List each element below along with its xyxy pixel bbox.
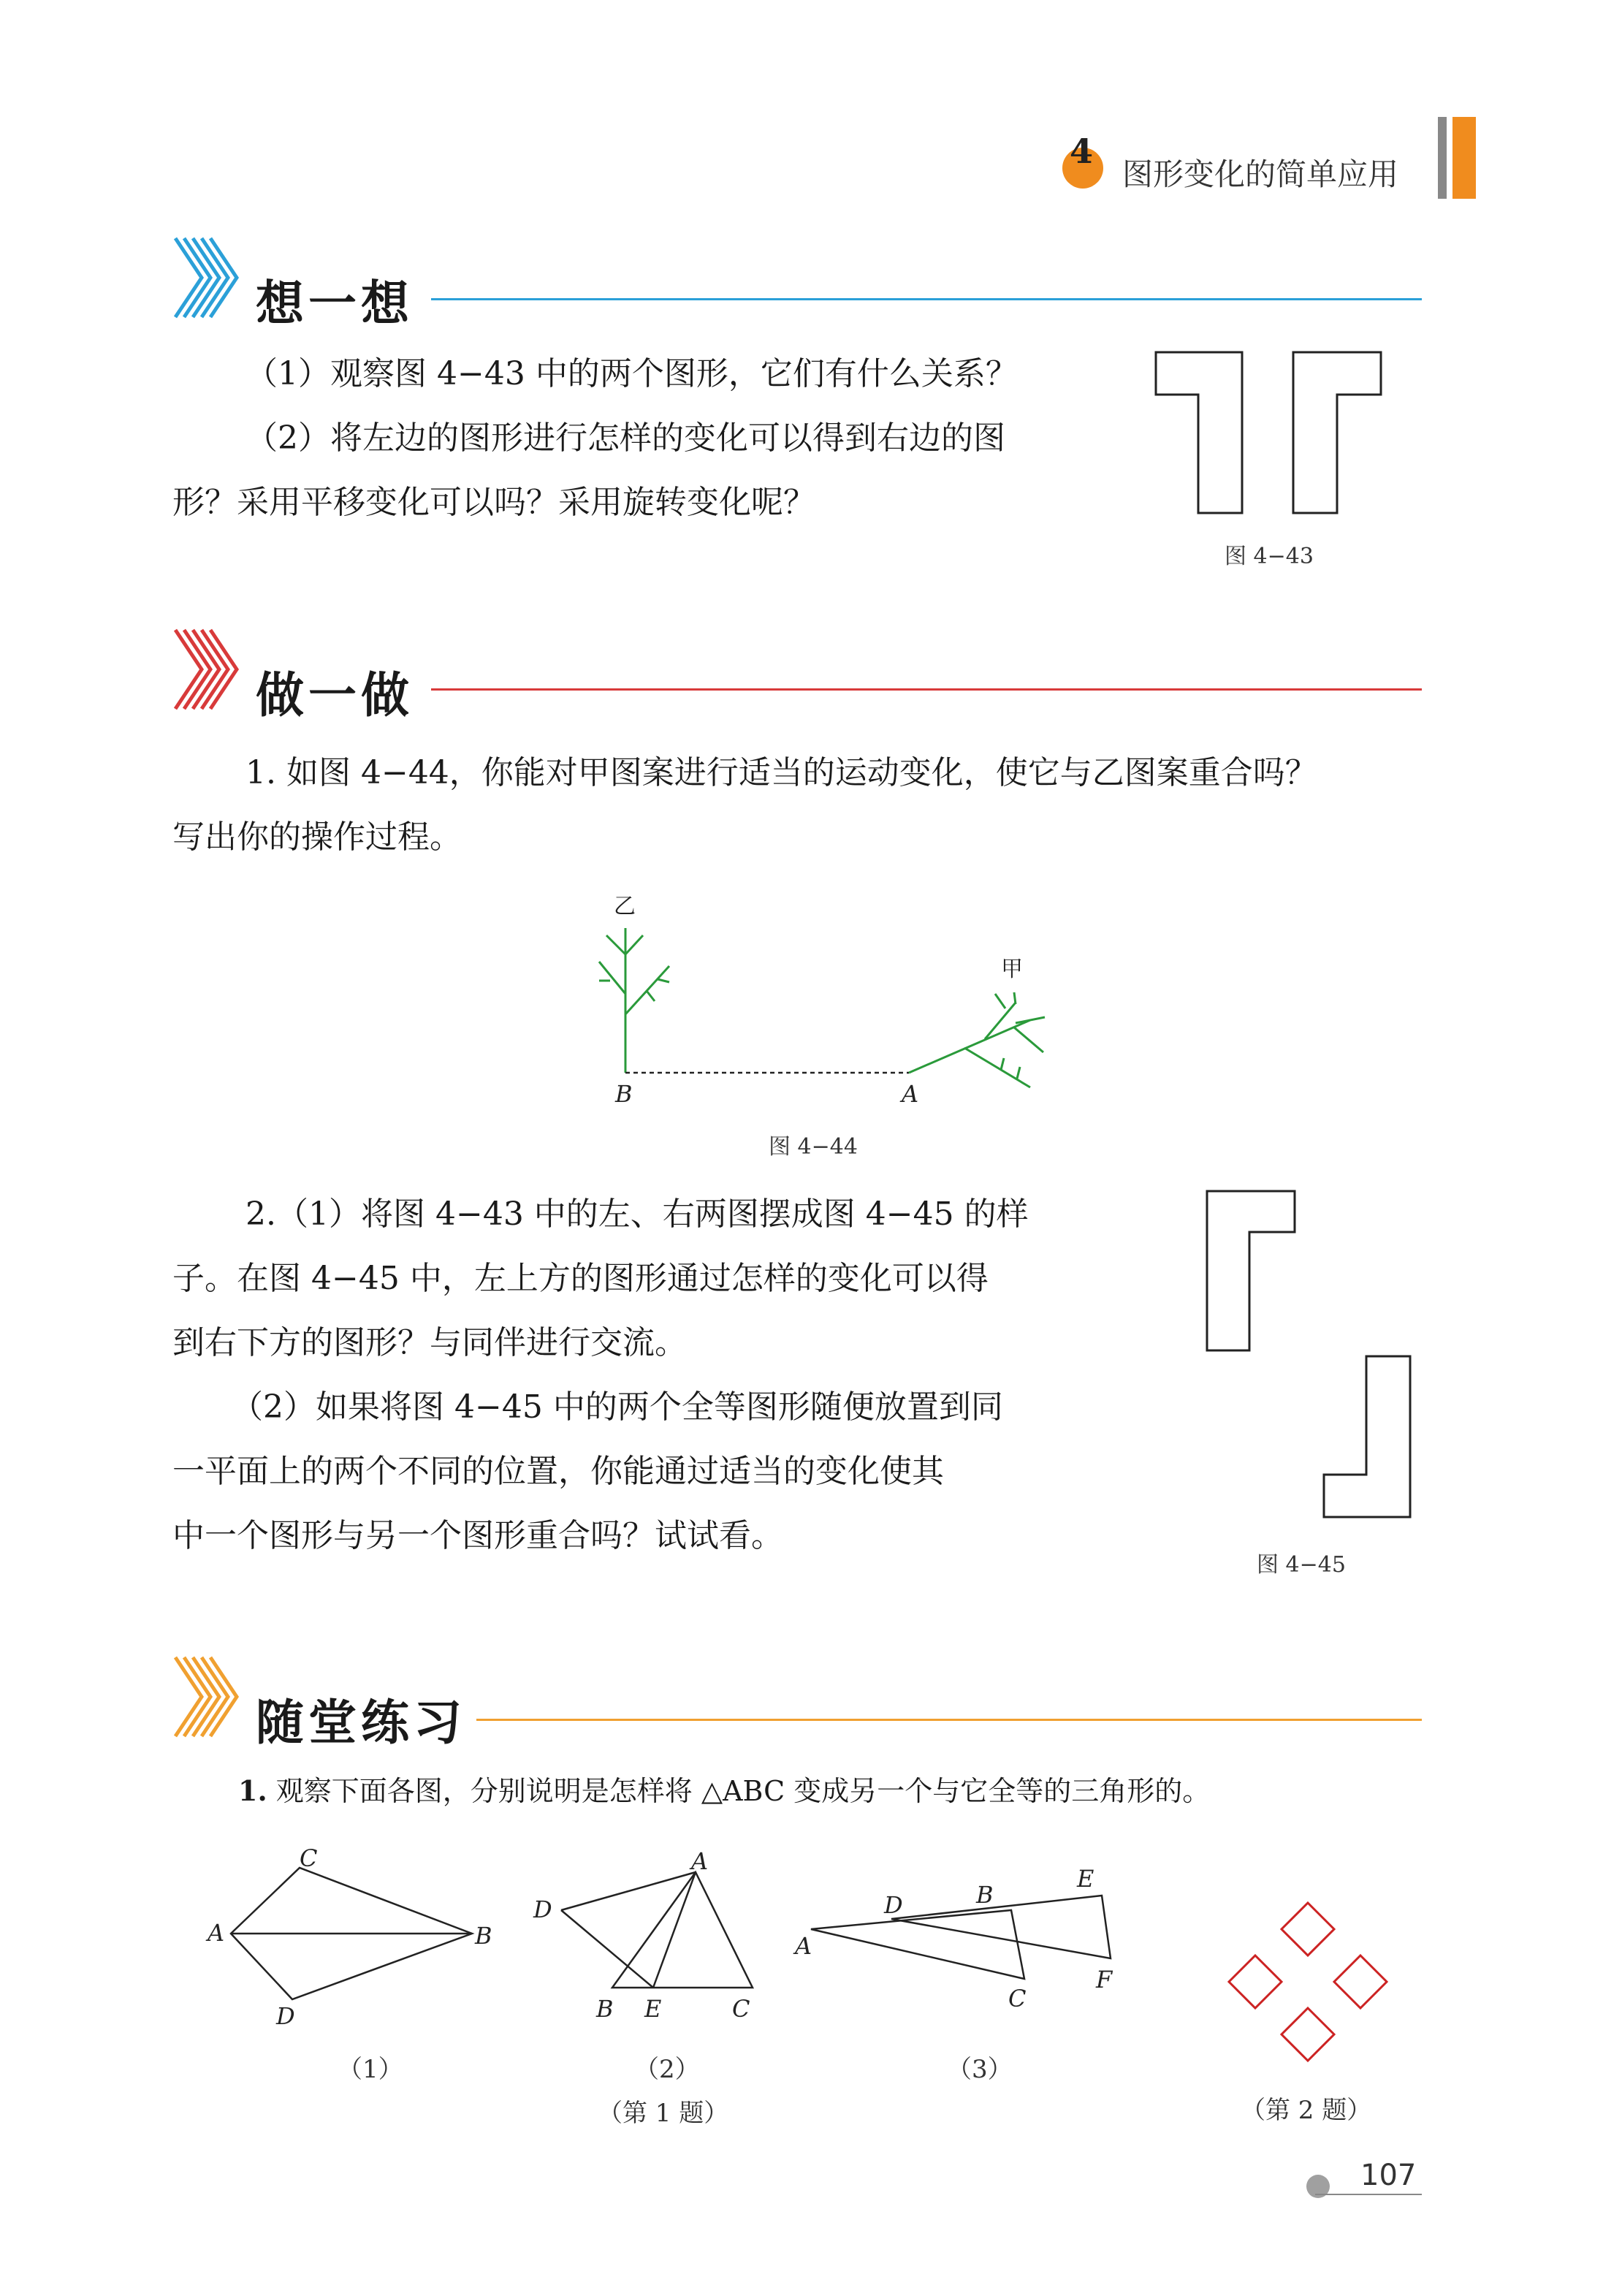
figure-4-45 <box>1198 1184 1432 1527</box>
chapter-header <box>1052 110 1490 212</box>
practice-title: 随堂练习 <box>256 1694 466 1751</box>
fig-1-sublabel: （1） <box>338 2055 403 2084</box>
think-line-2: （2）将左边的图形进行怎样的变化可以得到右边的图 <box>245 419 1005 457</box>
fig2-label-E: E <box>644 1995 662 2023</box>
figure-4-45-caption: 图 4−45 <box>1257 1552 1346 1578</box>
fig44-label-yi: 乙 <box>614 894 636 919</box>
diamond-right <box>1334 1955 1387 2008</box>
diamond-bottom <box>1282 2008 1334 2061</box>
practice-chevrons-icon <box>172 1653 245 1741</box>
practice-fig-2 <box>526 1841 789 2031</box>
do-q1-text <box>172 741 1444 870</box>
header-bar-orange <box>1452 117 1476 199</box>
q1-caption: （第 1 题） <box>598 2099 729 2128</box>
fig45-lower-shape <box>1324 1356 1410 1517</box>
do-q2-text <box>172 1182 1137 1568</box>
fig3-label-E: E <box>1077 1865 1094 1893</box>
fig45-upper-shape <box>1207 1191 1295 1350</box>
fig44-label-B: B <box>615 1080 633 1108</box>
fig-2-sublabel: （2） <box>634 2055 700 2084</box>
figure-4-44 <box>577 884 1059 1133</box>
do-q2-line-2: 子。在图 4−45 中，左上方的图形通过怎样的变化可以得 <box>172 1260 989 1297</box>
diamond-left <box>1229 1955 1282 2008</box>
think-title: 想一想 <box>256 275 414 332</box>
do-q1-line-2: 写出你的操作过程。 <box>172 818 462 856</box>
do-q2-line-3: 到右下方的图形？与同伴进行交流。 <box>172 1324 687 1361</box>
think-line-1: （1）观察图 4−43 中的两个图形，它们有什么关系？ <box>245 355 1018 392</box>
practice-fig-3 <box>789 1856 1154 2017</box>
think-title-rule <box>431 298 1422 300</box>
practice-q1-number: 1. <box>238 1774 267 1807</box>
fig3-label-D: D <box>884 1891 903 1919</box>
page-number-rule <box>1315 2194 1422 2195</box>
fig3-label-F: F <box>1096 1966 1113 1993</box>
fig44-label-jia: 甲 <box>1001 957 1023 982</box>
fig1-label-D: D <box>276 2002 295 2030</box>
do-q2-line-1: 2.（1）将图 4−43 中的左、右两图摆成图 4−45 的样 <box>245 1195 1029 1233</box>
do-title-rule <box>431 688 1422 691</box>
q2-caption: （第 2 题） <box>1241 2096 1372 2125</box>
page-number-dot-icon <box>1303 2172 1333 2201</box>
do-title: 做一做 <box>256 666 414 723</box>
figure-4-43 <box>1147 343 1396 526</box>
fig2-label-D: D <box>533 1896 552 1923</box>
practice-fig-q2 <box>1213 1885 1403 2075</box>
fig2-label-C: C <box>732 1995 750 2023</box>
do-chevrons-icon <box>172 626 245 713</box>
think-line-3: 形？采用平移变化可以吗？采用旋转变化呢？ <box>172 484 815 521</box>
fig43-right-shape <box>1293 352 1381 513</box>
fig2-label-B: B <box>596 1995 614 2023</box>
practice-fig-1 <box>197 1841 504 2031</box>
fig-3-sublabel: （3） <box>947 2055 1013 2084</box>
chapter-number: 4 <box>1070 132 1094 171</box>
header-bar-gray <box>1438 117 1447 199</box>
fig3-label-C: C <box>1008 1985 1027 2012</box>
fig44-tree-jia <box>909 992 1045 1087</box>
fig43-left-shape <box>1156 352 1242 513</box>
fig3-label-B: B <box>976 1881 994 1909</box>
fig3-label-A: A <box>795 1932 812 1960</box>
fig1-label-A: A <box>207 1919 225 1947</box>
diamond-top <box>1282 1903 1334 1955</box>
fig44-tree-yi <box>599 928 669 1073</box>
do-q1-line-1: 1. 如图 4−44，你能对甲图案进行适当的运动变化，使它与乙图案重合吗？ <box>245 754 1317 791</box>
figure-4-44-caption: 图 4−44 <box>769 1134 858 1160</box>
fig2-label-A: A <box>691 1847 709 1875</box>
think-text <box>172 342 1137 535</box>
chapter-title: 图形变化的简单应用 <box>1122 156 1399 192</box>
think-chevrons-icon <box>172 234 245 322</box>
do-q2-line-5: 一平面上的两个不同的位置，你能通过适当的变化使其 <box>172 1453 944 1490</box>
do-q2-line-4: （2）如果将图 4−45 中的两个全等图形随便放置到同 <box>231 1388 1003 1426</box>
page-number: 107 <box>1360 2159 1417 2192</box>
fig1-label-B: B <box>475 1922 492 1950</box>
fig44-label-A: A <box>902 1080 919 1108</box>
figure-4-43-caption: 图 4−43 <box>1225 544 1314 569</box>
practice-title-rule <box>476 1719 1422 1721</box>
practice-q1-text: 观察下面各图，分别说明是怎样将 △ABC 变成另一个与它全等的三角形的。 <box>275 1775 1211 1807</box>
fig1-label-C: C <box>300 1844 318 1872</box>
do-q2-line-6: 中一个图形与另一个图形重合吗？试试看。 <box>172 1517 783 1554</box>
practice-q1 <box>238 1768 1210 1809</box>
